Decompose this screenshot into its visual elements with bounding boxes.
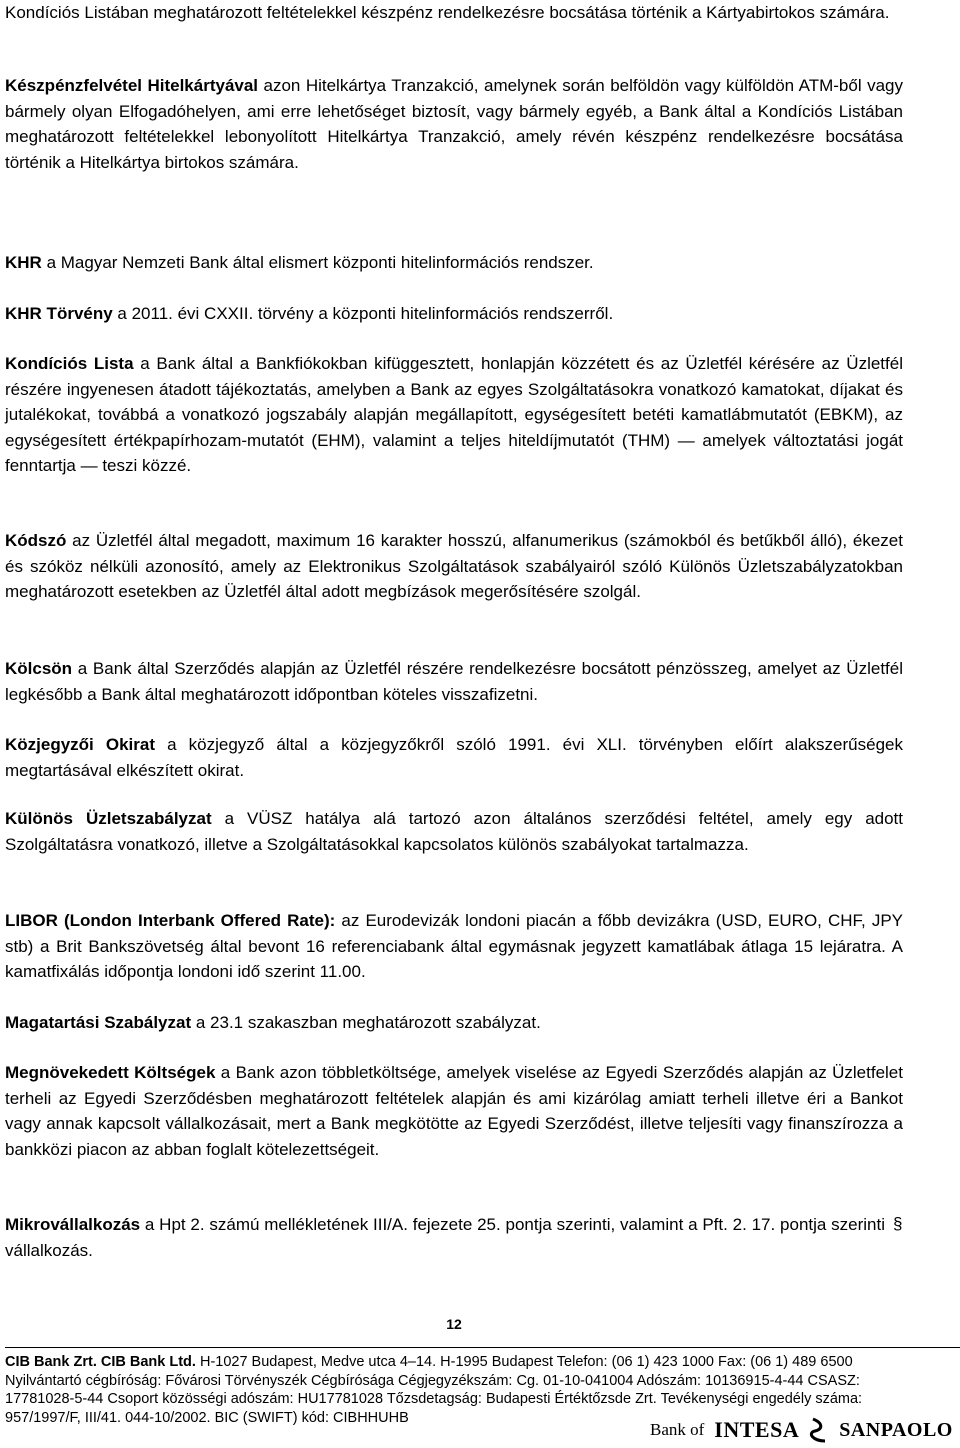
definition-text: a közjegyző által a közjegyzőkről szóló 1991. évi XLI. törvényben előírt alakszerűségek megtartásával elkészített okirat. <box>5 735 903 780</box>
footer-line-bic: 957/1997/F, III/41. 044-10/2002. BIC (SWIFT) kód: CIBHHUHB <box>5 1409 409 1426</box>
logo-intesa: INTESA <box>714 1417 800 1442</box>
definition-term: Készpénzfelvétel Hitelkártyával <box>5 76 259 95</box>
page-number: 12 <box>446 1316 462 1332</box>
footer-line-tax: 17781028-5-44 Csoport közösségi adószám: HU17781028 Tőzsdetagság: Budapesti Értéktőzsde Zrt. Tevékenységi engedély száma: <box>5 1391 863 1407</box>
definition-term: KHR Törvény <box>5 304 113 323</box>
definition-kulonos-uzletszabalyzat <box>5 806 903 857</box>
definition-term: Közjegyzői Okirat <box>5 735 156 754</box>
definition-text: a 23.1 szakaszban meghatározott szabályzat. <box>191 1013 541 1032</box>
definition-term: Kölcsön <box>5 659 73 678</box>
footer-line-address <box>5 1353 960 1372</box>
footer-line-registry: Nyilvántartó cégbíróság: Fővárosi Törvényszék Cégbírósága Cégjegyzékszám: Cg. 01-10-041004 Adószám: 10136915-4-44 CSASZ: <box>5 1372 860 1389</box>
definition-term: Különös Üzletszabályzat <box>5 809 212 828</box>
definition-text: a Magyar Nemzeti Bank által elismert központi hitelinformációs rendszer. <box>41 253 594 272</box>
definition-kozjegyzoi-okirat <box>5 732 903 783</box>
logo-mark-icon <box>809 1417 829 1443</box>
definition-text: a 2011. évi CXXII. törvény a központi hitelinformációs rendszerről. <box>112 304 614 323</box>
paragraph-continuation <box>5 0 903 26</box>
definition-keszpenzfelvetel <box>5 73 903 175</box>
definition-term: Kondíciós Lista <box>5 354 134 373</box>
definition-text: a Bank által Szerződés alapján az Üzletfél részére rendelkezésre bocsátott pénzösszeg, amelyet az Üzletfél legkésőbb a Bank által meghatározott időpontban köteles visszafizetni. <box>5 659 903 704</box>
definition-term: LIBOR (London Interbank Offered Rate): <box>5 911 336 930</box>
definition-kondicios-lista <box>5 351 903 479</box>
definition-khr <box>5 250 903 276</box>
definition-text: azon Hitelkártya Tranzakció, amelynek során belföldön vagy külföldön ATM-ből vagy bármely olyan Elfogadóhelyen, ami erre lehetőséget biztosít, vagy bármely egyéb, a Bank által a Kondíciós Listában meghatározott feltételekkel lebonyolított Hitelkártya Tranzakció, amely révén készpénz rendelkezésre bocsátása történik a Hitelkártya birtokos számára. <box>5 76 903 172</box>
definition-libor <box>5 908 903 985</box>
definition-text: a Bank által a Bankfiókokban kifüggesztett, honlapján közzétett és az Üzletfél kérésére az Üzletfél részére ingyenesen átadott tájékoztatás, amelyben a Bank az egyes Szolgáltatásokra vonatkozó kamatokat, díjakat és jutalékokat, továbbá a vonatkozó jogszabály alapján megállapított, egységesített betéti kamatlábmutatót (EBKM), az egységesített értékpapírhozam-mutatót (EHM), valamint a teljes hiteldíjmutatót (THM) — amelyek változtatási jogát fenntartja — teszi közzé. <box>5 354 903 475</box>
definition-magatartasi-szabalyzat <box>5 1010 903 1036</box>
footer-address: H-1027 Budapest, Medve utca 4–14. H-1995 Budapest Telefon: (06 1) 423 1000 Fax: (06 1) 489 6500 <box>195 1354 853 1370</box>
definition-megnovekedett-koltsegek <box>5 1060 903 1162</box>
definition-term: Mikrovállalkozás <box>5 1215 141 1234</box>
logo-sanpaolo: SANPAOLO <box>839 1418 953 1441</box>
definition-text: a Hpt 2. számú mellékletének III/A. fejezete 25. pontja szerinti, valamint a Pft. 2. 17. pontja szerinti vállalkozás. <box>5 1215 885 1260</box>
footer-company-name: CIB Bank Zrt. CIB Bank Ltd. <box>5 1354 196 1370</box>
definition-text: a Bank azon többletköltsége, amelyek viselése az Egyedi Szerződés alapján az Üzletfelet terheli az Egyedi Szerződésben meghatározott feltételek alapján és ami kizárólag amiatt terheli illetve éri a Bankot vagy annak kapcsolt vállalkozásait, mert a Bank megkötötte az Egyedi Szerződést, illetve teljesíti vagy finanszírozza a bankközi piacon az abban foglalt kötelezettségeit. <box>5 1063 903 1159</box>
intesa-sanpaolo-logo <box>650 1414 955 1446</box>
definition-term: Magatartási Szabályzat <box>5 1013 192 1032</box>
definition-khr-torveny <box>5 301 903 327</box>
definition-kolcson <box>5 656 903 707</box>
logo-bank-of: Bank of <box>650 1420 705 1439</box>
definition-text: a VÜSZ hatálya alá tartozó azon általános szerződési feltétel, amely egy adott Szolgáltatásra vonatkozó, illetve a Szolgáltatásokkal kapcsolatos különös szabályokat tartalmazza. <box>5 809 904 854</box>
definition-text: az Üzletfél által megadott, maximum 16 karakter hosszú, alfanumerikus (számokból és betűkből álló), ékezet és szóköz nélküli azonosító, amely az Elektronikus Szolgáltatások szabályairól szóló Különös Üzletszabályzatokban meghatározott esetekben az Üzletfél által adott megbízások megerősítésére szolgál. <box>5 531 903 601</box>
definition-term: Kódszó <box>5 531 67 550</box>
paragraph-text: Kondíciós Listában meghatározott feltételekkel készpénz rendelkezésre bocsátása történik a Kártyabirtokos számára. <box>5 3 890 22</box>
definition-mikrovallalkozas <box>5 1212 885 1263</box>
definition-kodszo <box>5 528 903 605</box>
definition-term: KHR <box>5 253 42 272</box>
definition-text: az Eurodevizák londoni piacán a főbb devizákra (USD, EURO, CHF, JPY stb) a Brit Bankszövetség által bevont 16 referenciabank által egymásnak jegyzett kamatlábak átlaga 15 lejáratra. A kamatfixálás időpontja londoni idő szerint 11.00. <box>5 911 904 981</box>
footnote-mark: § <box>893 1214 903 1233</box>
definition-term: Megnövekedett Költségek <box>5 1063 216 1082</box>
footer-divider <box>5 1347 960 1348</box>
